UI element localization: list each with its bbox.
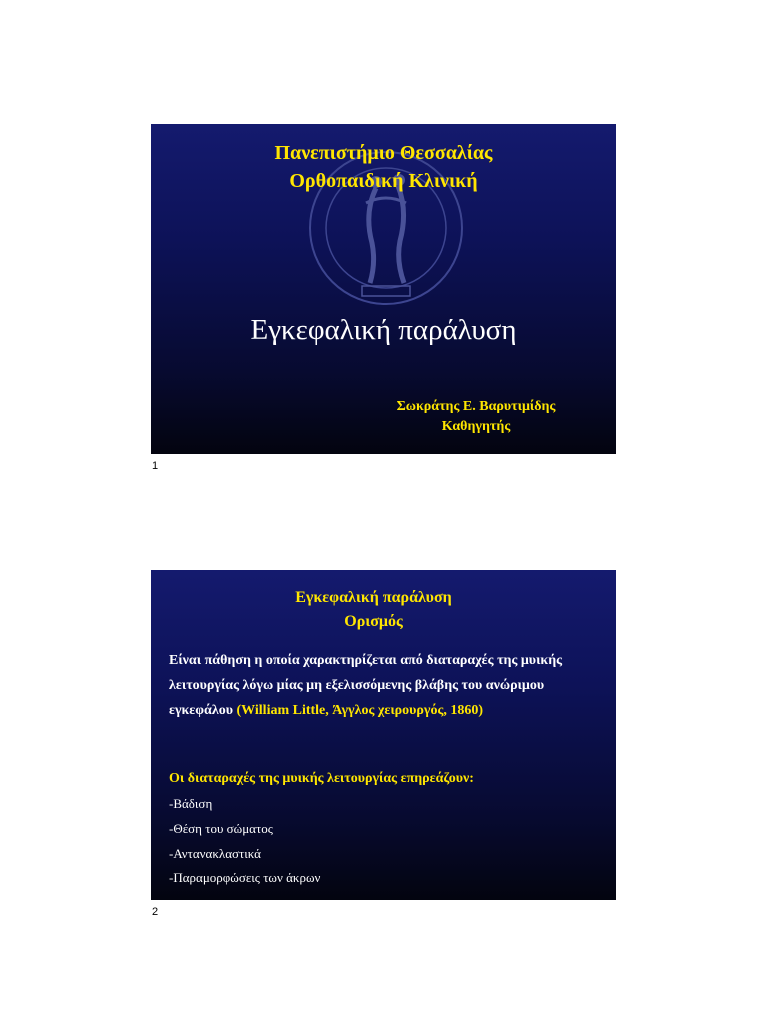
effect-item: -Παραμορφώσεις των άκρων (169, 870, 321, 885)
effects-heading: Οι διαταραχές της μυικής λειτουργίας επηρεάζουν: (169, 771, 474, 786)
slide-1 (151, 124, 616, 454)
clinic-name: Ορθοπαιδική Κλινική (289, 170, 478, 192)
definition-paragraph (169, 648, 599, 723)
page-number-2: 2 (152, 906, 159, 918)
slide-subtitle: Ορισμός (344, 613, 403, 630)
presentation-title: Εγκεφαλική παράλυση (250, 314, 517, 346)
effect-item: -Βάδιση (169, 796, 213, 811)
university-name: Πανεπιστήμιο Θεσσαλίας (274, 142, 493, 164)
slide-2 (151, 570, 616, 900)
effect-item: -Θέση του σώματος (169, 821, 273, 836)
author-name: Σωκράτης Ε. Βαρυτιμίδης (396, 399, 556, 414)
effect-item: -Αντανακλαστικά (169, 846, 261, 861)
author-position: Καθηγητής (441, 419, 511, 434)
page-number-1: 1 (152, 460, 159, 472)
definition-text: Είναι πάθηση η οποία χαρακτηρίζεται από διαταραχές της μυικής λειτουργίας λόγω μίας μη εξελισσόμενης βλάβης του ανώριμου εγκεφάλου (169, 653, 563, 718)
definition-citation: (William Little, Άγγλος χειρουργός, 1860) (236, 703, 484, 718)
slide-title: Εγκεφαλική παράλυση (295, 589, 452, 606)
